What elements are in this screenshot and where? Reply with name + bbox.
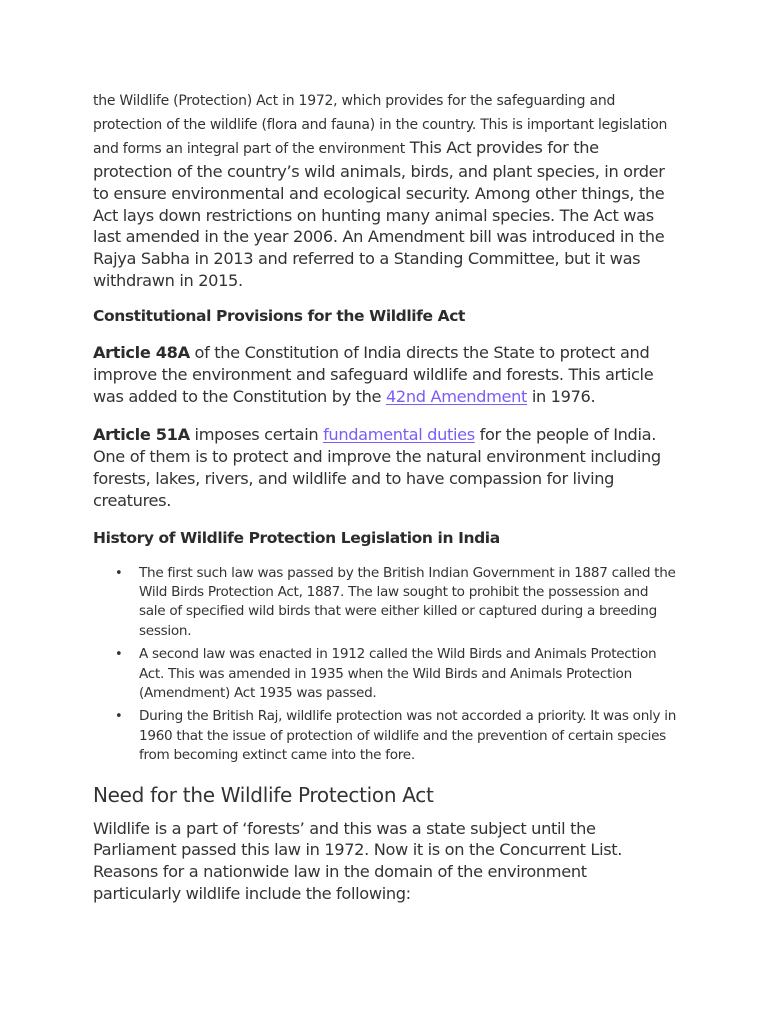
article-51a-paragraph [93,424,678,512]
article-51a-text-after: for the people of India. One of them is to protect and improve the natural environment including forests, lakes, rivers, and wildlife and to have compassion for living creatures. [93,424,661,510]
document-page [93,89,678,905]
article-48a-paragraph [93,342,678,408]
42nd-amendment-link[interactable]: 42nd Amendment [385,386,528,406]
list-item-text: A second law was enacted in 1912 called the Wild Birds and Animals Protection Act. This was amended in 1935 when the Wild Birds and Animals Protection (Amendment) Act 1935 was passed. [139,646,657,701]
list-item [115,564,678,642]
intro-main-text: This Act provides for the protection of the country’s wild animals, birds, and plant species, in order to ensure environmental and ecological security. Among other things, the Act lays down restrictions on hunting many animal species. The Act was last amended in the year 2006. An Amendment bill was introduced in the Rajya Sabha in 2013 and referred to a Standing Committee, but it was withdrawn in 2015. [93,137,665,291]
need-paragraph: Wildlife is a part of ‘forests’ and this was a state subject until the Parliament passed this law in 1972. Now it is on the Concurrent List. Reasons for a nationwide law in the domain of the environment particularly wildlife include the following: [93,818,623,904]
constitutional-provisions-heading: Constitutional Provisions for the Wildlife Act [93,307,466,326]
history-heading: History of Wildlife Protection Legislation in India [93,528,500,547]
bullet-icon: • [115,709,123,725]
list-item-text: During the British Raj, wildlife protection was not accorded a priority. It was only in 1960 that the issue of protection of wildlife and the prevention of certain species from becoming extinct came into the fore. [139,708,677,764]
intro-paragraph [93,89,678,292]
bullet-icon: • [115,565,123,581]
article-48a-label: Article 48A [93,343,190,363]
fundamental-duties-link[interactable]: fundamental duties [323,424,475,444]
list-item [115,707,678,765]
need-section-title: Need for the Wildlife Protection Act [93,782,434,807]
article-48a-text-before: of the Constitution of India directs the State to protect and improve the environment and safeguard wildlife and forests. This article was added to the Constitution by the [93,343,654,406]
article-51a-text-before: imposes certain [189,424,324,444]
list-item-text: The first such law was passed by the British Indian Government in 1887 called the Wild Birds Protection Act, 1887. The law sought to prohibit the possession and sale of specified wild birds that were either killed or captured during a breeding session. [139,564,676,639]
article-48a-text-after: in 1976. [527,386,596,406]
intro-small-text: the Wildlife (Protection) Act in 1972, which provides for the safeguarding and protection of the wildlife (flora and fauna) in the country. This is important legislation and forms an integral part of the environment [93,93,668,157]
history-list [93,564,678,766]
article-51a-label: Article 51A [93,424,190,444]
list-item [115,645,678,703]
bullet-icon: • [115,647,123,663]
